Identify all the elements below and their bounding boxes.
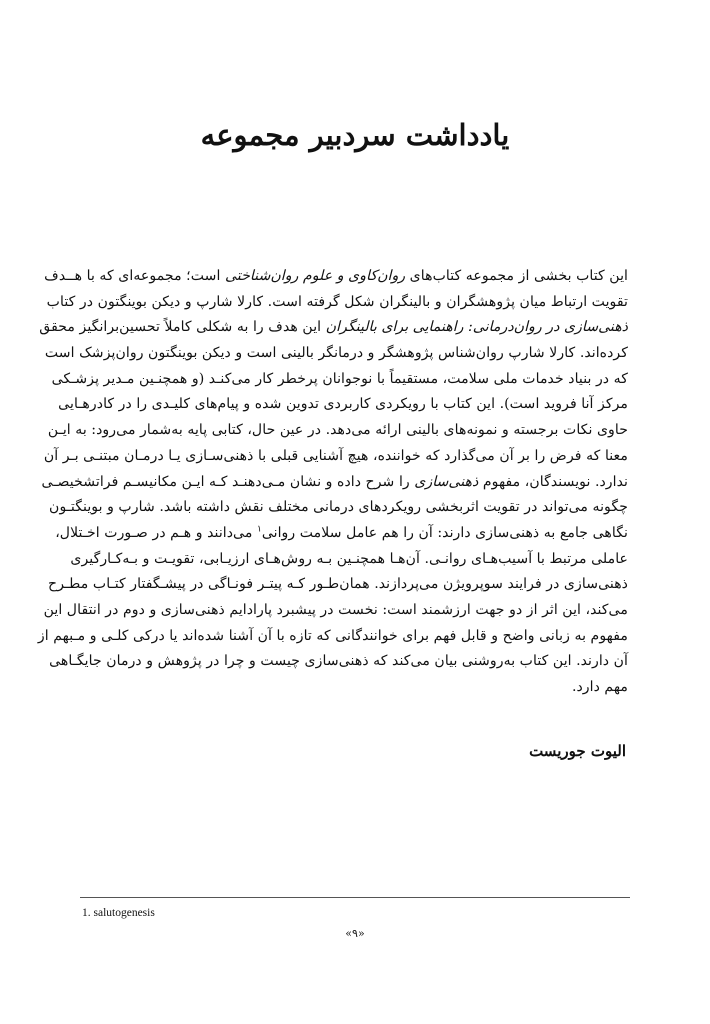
text-run: عاملی مرتبط با آسیب‌هـای روانـی. آن‌هـا همچنـین بـه روش‌هـای ارزیـابی، تقویـت و بـه‌کـارگیری — [70, 550, 628, 567]
body-line — [39, 315, 628, 341]
text-run: کرده‌اند. کارلا شارپ روان‌شناس پژوهشگر و درمانگر بالینی است و دیکن بوینگتون روان‌پزشک است — [44, 345, 628, 362]
body-line — [49, 495, 628, 521]
page-number: «۹» — [345, 927, 365, 940]
text-run: را شرح داده و نشان مـی‌دهنـد کـه ایـن مکانیسـم فراتشخیصـی — [41, 473, 415, 490]
text-run: این هدف را به شکلی کاملاً تحسین‌برانگیز محقق — [39, 319, 326, 336]
text-run: می‌کند، این اثر از دو جهت ارزشمند است: نخست در پیشبرد پارادایم ذهنی‌سازی و دوم در انتقال این — [43, 601, 628, 618]
italic-phrase: روان‌کاوی و علوم روان‌شناختی — [224, 268, 406, 284]
text-run: که در بنیاد خدمات ملی سلامت، مستقیماً با نوجوانان پرخطر کار می‌کنـد (و همچنـین مـدیر پزشـکی — [51, 370, 628, 387]
text-run: ندارد. نویسندگان، مفهوم — [478, 473, 628, 490]
text-run: است؛ مجموعه‌ای که با هــدف — [44, 268, 225, 284]
footnote-divider — [80, 897, 630, 898]
footnote-marker: ۱ — [256, 524, 262, 535]
text-run: تقویت ارتباط میان پژوهشگران و بالینگران شکل گرفته است. کارلا شارپ و دیکن بوینگتون در کتاب — [46, 293, 628, 310]
text-run: ذهنی‌سازی در فرایند سوپرویژن می‌پردازند. همان‌طـور کـه پیتـر فونـاگی در پیشـگفتار کتـاب مطـرح — [48, 576, 628, 593]
body-line — [46, 290, 628, 316]
body-line — [43, 598, 628, 624]
text-run: مرکز آنا فروید است). این کتاب با رویکردی کاربردی تدوین شده و پیام‌های کلیـدی را در کادرهـایی — [58, 396, 628, 413]
body-line — [70, 547, 628, 573]
text-run: آن دارند. این کتاب به‌روشنی بیان می‌کند که ذهنی‌سازی چیست و چرا در پژوهش و درمان جایگـاهی — [49, 653, 628, 670]
text-run: حاوی نکات برجسته و نمونه‌های بالینی ارائه می‌دهد. در عین حال، کتابی پایه به‌شمار می‌رود: به ایـن — [47, 422, 628, 439]
text-run: چگونه می‌تواند در تقویت اثربخشی رویکردهای درمانی مختلف نقش داشته باشد. شارپ و بوینگتـون — [49, 499, 628, 516]
body-line — [41, 470, 628, 496]
text-run: می‌دانند و هـم در صـورت اخـتلال، — [55, 524, 257, 541]
body-line — [80, 675, 628, 701]
body-paragraph — [37, 264, 628, 701]
page-title: یادداشت سردبیر مجموعه — [200, 118, 510, 153]
body-line — [49, 649, 628, 675]
footnote: 1. salutogenesis — [82, 907, 155, 919]
text-run: این کتاب بخشی از مجموعه کتاب‌های — [405, 268, 628, 284]
italic-phrase: ذهنی‌سازی در روان‌درمانی: راهنمایی برای بالینگران — [325, 319, 628, 336]
body-line — [58, 392, 628, 418]
body-line — [47, 418, 628, 444]
body-line — [51, 367, 628, 393]
body-line — [44, 264, 628, 290]
body-line — [44, 341, 628, 367]
text-run: مهم دارد. — [571, 679, 628, 695]
text-run: معنا که فرض را بر آن می‌گذارد که خواننده، هیچ آشنایی قبلی با ذهنی‌سـازی یـا درمـان مبتنـی بـر آن — [43, 447, 628, 464]
italic-phrase: ذهنی‌سازی — [414, 473, 479, 490]
text-run: نگاهی جامع به ذهنی‌سازی دارند: آن را هم عامل سلامت روانی — [261, 524, 628, 541]
text-run: مفهوم به زبانی واضح و قابل فهم برای خوانندگانی که تازه با آن آشنا شده‌اند یا درکی کلـی و مـبهم از — [37, 627, 628, 644]
author-signature: الیوت جوریست — [529, 742, 626, 760]
body-line — [43, 444, 628, 470]
body-line — [48, 572, 628, 598]
body-line — [55, 521, 628, 547]
body-line — [37, 624, 628, 650]
